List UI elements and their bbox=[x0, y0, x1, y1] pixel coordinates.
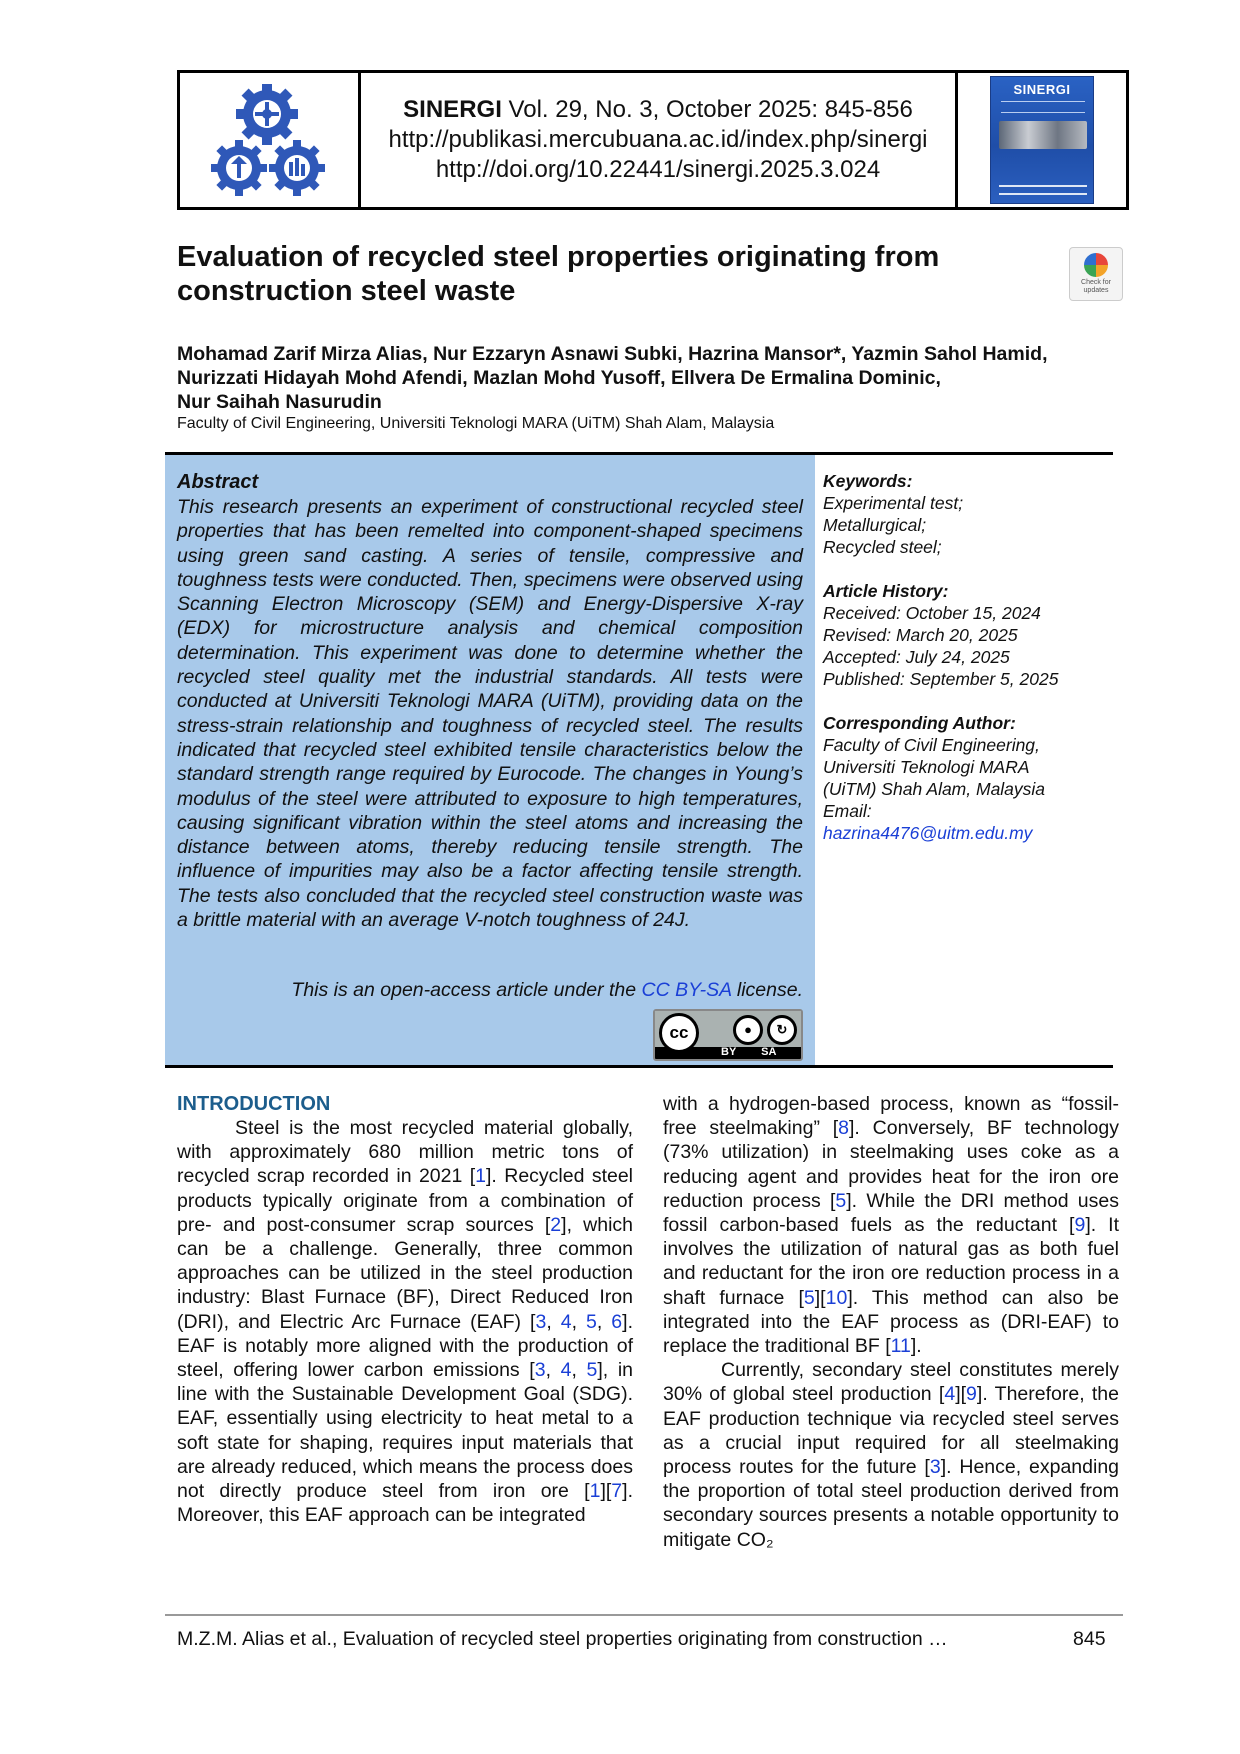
citation-link[interactable]: 3 bbox=[929, 1456, 941, 1479]
citation-link[interactable]: 4 bbox=[944, 1383, 956, 1406]
cover-footer-lines bbox=[999, 185, 1087, 195]
citation-link[interactable]: 5 bbox=[586, 1359, 598, 1382]
check-updates-icon bbox=[1084, 253, 1108, 277]
keywords-heading: Keywords: bbox=[823, 471, 913, 491]
corresponding-heading: Corresponding Author: bbox=[823, 713, 1016, 733]
citation-link[interactable]: 3 bbox=[535, 1310, 547, 1333]
history-accepted: Accepted: July 24, 2025 bbox=[823, 647, 1010, 667]
citation-link[interactable]: 9 bbox=[966, 1383, 977, 1406]
keyword-item: Experimental test; bbox=[823, 493, 964, 513]
history-received: Received: October 15, 2024 bbox=[823, 603, 1041, 623]
keywords-block bbox=[823, 470, 1113, 558]
citation-link[interactable]: 5 bbox=[803, 1286, 815, 1309]
journal-logo bbox=[180, 73, 361, 207]
cover-title: SINERGI bbox=[1013, 82, 1071, 97]
corresponding-line: Faculty of Civil Engineering, bbox=[823, 735, 1040, 755]
journal-header bbox=[177, 70, 1129, 210]
citation-link[interactable]: 7 bbox=[611, 1480, 623, 1503]
footer-divider bbox=[165, 1614, 1123, 1616]
citation-link[interactable]: 3 bbox=[534, 1359, 546, 1382]
license-statement bbox=[291, 979, 803, 1002]
page-number: 845 bbox=[1073, 1628, 1106, 1650]
corresponding-line: Email: bbox=[823, 801, 872, 821]
license-link[interactable]: CC BY-SA bbox=[641, 979, 732, 1001]
history-published: Published: September 5, 2025 bbox=[823, 669, 1059, 689]
sa-share-alike-icon: ↻ bbox=[767, 1015, 797, 1045]
cc-by-label: BY bbox=[721, 1046, 737, 1058]
check-for-updates-button[interactable] bbox=[1069, 247, 1123, 301]
cc-sa-label: SA bbox=[761, 1046, 777, 1058]
intro-paragraph: Currently, secondary steel constitutes merely 30% of global steel production [4][9]. Therefore, the EAF production technique via recycled steel serves as a crucial input required for all steelmaking process routes for the future [3]. Hence, expanding the proportion of total steel production derived from secondary sources presents a notable opportunity to mitigate CO₂ bbox=[663, 1359, 1120, 1551]
author-list bbox=[177, 342, 1137, 414]
citation-link[interactable]: 5 bbox=[835, 1189, 847, 1212]
cc-icon: cc bbox=[659, 1013, 699, 1053]
citation-link[interactable]: 8 bbox=[838, 1117, 850, 1140]
by-attribution-icon: ● bbox=[733, 1015, 763, 1045]
intro-paragraph: Steel is the most recycled material globally, with approximately 680 million metric tons of recycled scrap recorded in 2021 [1]. Recycled steel products typically originate from a combination of pre- and post-consumer scrap sources [2], which can be a challenge. Generally, three common approaches can be utilized in the steel production industry: Blast Furnace (BF), Direct Reduced Iron (DRI), and Electric Arc Furnace (EAF) [3, 4, 5, 6]. EAF is notably more aligned with the production of steel, offering lower carbon emissions [3, 4, 5], in line with the Sustainable Development Goal (SDG). EAF, essentially using electricity to heat metal to a soft state for shaping, requires input materials that are already reduced, which means the process does not directly produce steel from iron ore [1][7]. Moreover, this EAF approach can be integrated bbox=[177, 1117, 634, 1527]
article-history-block bbox=[823, 580, 1113, 690]
citation-link[interactable]: 1 bbox=[475, 1165, 487, 1188]
article-title: Evaluation of recycled steel properties originating from construction steel waste bbox=[177, 241, 940, 307]
journal-cover-cell bbox=[955, 73, 1126, 207]
author-line: Mohamad Zarif Mirza Alias, Nur Ezzaryn Asnawi Subki, Hazrina Mansor*, Yazmin Sahol Hamid, bbox=[177, 343, 1048, 365]
body-column-left bbox=[177, 1092, 633, 1527]
corresponding-author-block bbox=[823, 712, 1113, 844]
cover-photo-band bbox=[999, 121, 1087, 149]
history-revised: Revised: March 20, 2025 bbox=[823, 625, 1018, 645]
corresponding-line: (UiTM) Shah Alam, Malaysia bbox=[823, 779, 1046, 799]
affiliation: Faculty of Civil Engineering, Universiti Teknologi MARA (UiTM) Shah Alam, Malaysia bbox=[177, 415, 775, 432]
check-updates-label: Check for updates bbox=[1081, 279, 1111, 294]
abstract-heading: Abstract bbox=[177, 471, 259, 493]
author-line: Nurizzati Hidayah Mohd Afendi, Mazlan Mohd Yusoff, Ellvera De Ermalina Dominic, bbox=[177, 367, 941, 389]
corresponding-line: Universiti Teknologi MARA bbox=[823, 757, 1030, 777]
journal-info bbox=[361, 73, 955, 207]
history-heading: Article History: bbox=[823, 581, 949, 601]
citation-link[interactable]: 1 bbox=[589, 1480, 601, 1503]
keyword-item: Metallurgical; bbox=[823, 515, 927, 535]
license-suffix: license. bbox=[736, 979, 803, 1001]
cover-subtitle-lines bbox=[1001, 101, 1085, 113]
author-line: Nur Saihah Nasurudin bbox=[177, 391, 382, 413]
keyword-item: Recycled steel; bbox=[823, 537, 942, 557]
cc-labels bbox=[721, 1046, 776, 1058]
introduction-heading: INTRODUCTION bbox=[177, 1093, 331, 1115]
citation-link[interactable]: 5 bbox=[586, 1310, 597, 1333]
intro-paragraph: with a hydrogen-based process, known as “fossil-free steelmaking” [8]. Conversely, BF technology (73% utilization) in steelmaking uses coke as a reducing agent and provides heat for the iron ore reduction process [5]. While the DRI method uses fossil carbon-based fuels as the reductant [9]. It involves the utilization of natural gas as both fuel and reductant for the iron ore reduction process in a shaft furnace [5][10]. This method can also be integrated into the EAF process as (DRI-EAF) to replace the traditional BF [11]. bbox=[663, 1093, 1120, 1358]
corresponding-email-link[interactable]: hazrina4476@uitm.edu.my bbox=[823, 823, 1033, 843]
abstract-box bbox=[165, 455, 815, 1065]
license-prefix: This is an open-access article under the bbox=[291, 979, 637, 1001]
abstract-text: This research presents an experiment of constructional recycled steel properties that has been remelted into component-shaped specimens using green sand casting. A series of tensile, compressive and toughness tests were conducted. Then, specimens were observed using Scanning Electron Microscopy (SEM) and Energy-Dispersive X-ray (EDX) for microstructure analysis and chemical composition determination. This experiment was done to determine whether the recycled steel quality met the industrial standards. All tests were conducted at Universiti Teknologi MARA (UiTM), providing data on the stress-strain relationship and toughness of recycled steel. The results indicated that recycled steel exhibited tensile characteristics below the standard strength range required by Eurocode. The changes in Young’s modulus of the steel were attributed to exposure to high temperatures, causing significant vibration within the steel atoms and increasing the distance between atoms, thereby reducing tensile strength. The influence of impurities may also be a factor affecting tensile strength. The tests also concluded that the recycled steel construction waste was a brittle material with an average V-notch toughness of 24J. bbox=[177, 496, 803, 932]
citation-link[interactable]: 4 bbox=[560, 1310, 572, 1333]
journal-cover-image bbox=[990, 76, 1094, 204]
doi-url[interactable]: http://doi.org/10.22441/sinergi.2025.3.024 bbox=[435, 156, 881, 183]
citation-link[interactable]: 4 bbox=[560, 1359, 572, 1382]
cc-by-sa-badge[interactable] bbox=[653, 1009, 803, 1061]
journal-name: SINERGI bbox=[403, 96, 502, 123]
citation-link[interactable]: 2 bbox=[550, 1213, 562, 1236]
footer-citation: M.Z.M. Alias et al., Evaluation of recycled steel properties originating from construction … bbox=[177, 1628, 948, 1650]
body-column-right bbox=[663, 1092, 1119, 1552]
citation-link[interactable]: 11 bbox=[890, 1335, 911, 1358]
citation-link[interactable]: 9 bbox=[1074, 1214, 1086, 1237]
citation-link[interactable]: 10 bbox=[825, 1286, 848, 1309]
abstract-section bbox=[165, 452, 1113, 1068]
journal-url[interactable]: http://publikasi.mercubuana.ac.id/index.php/sinergi bbox=[388, 126, 928, 153]
journal-citation-line bbox=[403, 95, 913, 125]
volume-issue: Vol. 29, No. 3, October 2025: 845-856 bbox=[508, 96, 913, 123]
gears-logo-icon bbox=[209, 84, 329, 196]
citation-link[interactable]: 6 bbox=[611, 1310, 623, 1333]
